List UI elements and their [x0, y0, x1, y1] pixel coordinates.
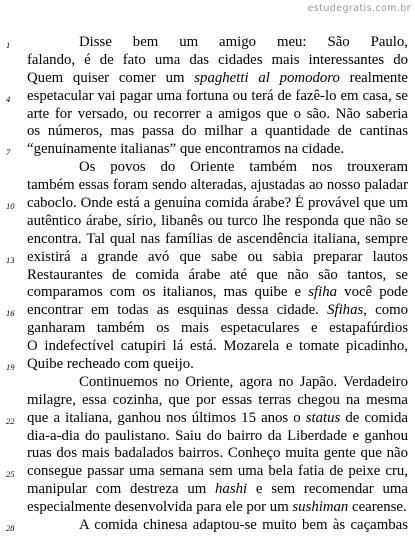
- text-segment: Os povos do Oriente também nos trouxeram: [79, 159, 408, 176]
- line-text: [27, 195, 408, 213]
- text-line: [0, 213, 415, 231]
- text-segment: arte for versado, ou recorrer a amigos que o são. Não saberia: [27, 105, 408, 122]
- text-segment: autêntico árabe, sírio, libanês ou turco lhe responda que não se: [27, 212, 408, 229]
- text-segment: os números, mas passa do milhar a quantidade de cantinas: [27, 123, 408, 140]
- text-line: [0, 463, 415, 481]
- text-segment: espetacular vai pagar uma fortuna ou terá de fazê-lo em casa, se: [27, 87, 408, 104]
- line-text: [27, 356, 408, 374]
- text-line: [0, 195, 415, 213]
- italic-term: status: [305, 409, 341, 426]
- line-text: [27, 302, 408, 320]
- text-segment: milagre, essa cozinha, que por essas terras chegou na mesma: [27, 391, 408, 408]
- text-line: [0, 141, 415, 159]
- line-text: [79, 517, 408, 535]
- line-text: [27, 320, 408, 338]
- line-text: [27, 338, 408, 356]
- text-segment: consegue passar uma semana sem uma bela fatia de peixe cru,: [27, 463, 408, 480]
- line-text: [27, 267, 408, 285]
- text-segment: existirá a grande avó que sabe ou sabia preparar lautos: [27, 248, 408, 265]
- text-segment: “genuinamente italianas” que encontramos na cidade.: [27, 141, 345, 158]
- line-text: [27, 445, 408, 463]
- text-segment: encontrar em todas as esquinas dessa cidade.: [27, 302, 328, 319]
- text-line: [0, 52, 415, 70]
- text-segment: encontra. Tal qual nas famílias de ascendência italiana, sempre: [27, 230, 408, 247]
- text-segment: falando, é de fato uma das cidades mais interessantes do: [27, 51, 408, 68]
- line-text: [27, 481, 408, 499]
- text-segment: que a italiana, ganhou nos últimos 15 anos o: [27, 409, 306, 426]
- text-line: [0, 410, 415, 428]
- line-text: [27, 141, 408, 159]
- line-number: 28: [6, 523, 15, 534]
- line-text: [27, 249, 408, 267]
- text-line: [0, 374, 415, 392]
- text-line: [0, 320, 415, 338]
- text-segment: A comida chinesa adaptou-se muito bem às caçambas: [79, 517, 408, 534]
- line-text: [27, 213, 408, 231]
- line-text: [27, 499, 408, 517]
- text-line: [0, 481, 415, 499]
- line-text: [27, 88, 408, 106]
- text-line: [0, 338, 415, 356]
- line-text: [27, 392, 408, 410]
- text-segment: O indefectível catupiri lá está. Mozarela e tomate picadinho,: [27, 338, 408, 355]
- text-segment: e sem recomendar uma: [255, 481, 408, 498]
- line-text: [27, 284, 408, 302]
- text-segment: ganharam também os mais espetaculares e estapafúrdios: [27, 320, 408, 337]
- text-segment: , como: [363, 302, 408, 319]
- text-segment: caboclo. Onde está a genuína comida árabe? É provável que um: [27, 195, 408, 212]
- line-text: [27, 177, 408, 195]
- line-text: [79, 159, 408, 177]
- line-number: 13: [6, 254, 15, 265]
- line-text: [27, 106, 408, 124]
- text-line: [0, 177, 415, 195]
- text-line: [0, 517, 415, 535]
- text-line: [0, 34, 415, 52]
- text-line: [0, 159, 415, 177]
- line-text: [79, 374, 408, 392]
- text-line: [0, 302, 415, 320]
- line-text: [27, 52, 408, 70]
- text-line: [0, 70, 415, 88]
- line-text: [79, 34, 408, 52]
- line-number: 16: [6, 308, 15, 319]
- text-segment: cearense.: [348, 499, 407, 516]
- text-line: [0, 249, 415, 267]
- line-text: [27, 123, 408, 141]
- line-number: 19: [6, 362, 15, 373]
- line-text: [27, 463, 408, 481]
- text-segment: Restaurantes de comida árabe até que não são tantos, se: [27, 266, 408, 283]
- text-line: [0, 356, 415, 374]
- text-line: [0, 428, 415, 446]
- text-segment: manipular com destreza um: [27, 481, 216, 498]
- line-number: 1: [6, 40, 11, 50]
- italic-term: sushiman: [292, 499, 349, 516]
- italic-term: sfiha: [308, 284, 338, 301]
- text-segment: comparamos com os italianos, mas quibe e: [27, 284, 309, 301]
- text-line: [0, 392, 415, 410]
- text-line: [0, 123, 415, 141]
- line-number: 25: [6, 469, 15, 480]
- text-segment: de comida: [345, 409, 408, 426]
- italic-term: Sfihas: [327, 302, 364, 319]
- text-segment: também essas foram sendo alteradas, ajustadas ao nosso paladar: [27, 177, 408, 194]
- line-text: [27, 410, 408, 428]
- text-line: [0, 284, 415, 302]
- italic-term: spaghetti al pomodoro: [194, 69, 340, 86]
- line-text: [27, 70, 408, 88]
- text-line: [0, 445, 415, 463]
- text-segment: Continuemos no Oriente, agora no Japão. Verdadeiro: [79, 373, 408, 390]
- text-line: [0, 499, 415, 517]
- line-text: [27, 428, 408, 446]
- italic-term: hashi: [215, 481, 248, 498]
- article-text: [0, 34, 415, 535]
- text-line: [0, 106, 415, 124]
- text-segment: Quibe recheado com queijo.: [27, 356, 194, 373]
- text-segment: realmente: [339, 69, 408, 86]
- text-segment: Disse bem um amigo meu: São Paulo,: [79, 34, 408, 50]
- site-watermark: estudegratis.com.br: [307, 3, 411, 14]
- line-text: [27, 231, 408, 249]
- text-line: [0, 231, 415, 249]
- line-number: 7: [6, 147, 11, 158]
- line-number: 22: [6, 415, 15, 426]
- line-number: 10: [6, 201, 15, 212]
- text-line: [0, 267, 415, 285]
- text-segment: dia-a-dia do paulistano. Saiu do bairro da Liberdade e ganhou: [27, 427, 408, 444]
- text-segment: ruas dos mais badalados bairros. Conheço muita gente que não: [27, 445, 408, 462]
- text-segment: Quem quiser comer um: [27, 69, 195, 86]
- text-line: [0, 88, 415, 106]
- line-number: 4: [6, 93, 11, 104]
- text-segment: você pode: [337, 284, 408, 301]
- text-segment: especialmente desenvolvida para ele por um: [27, 499, 293, 516]
